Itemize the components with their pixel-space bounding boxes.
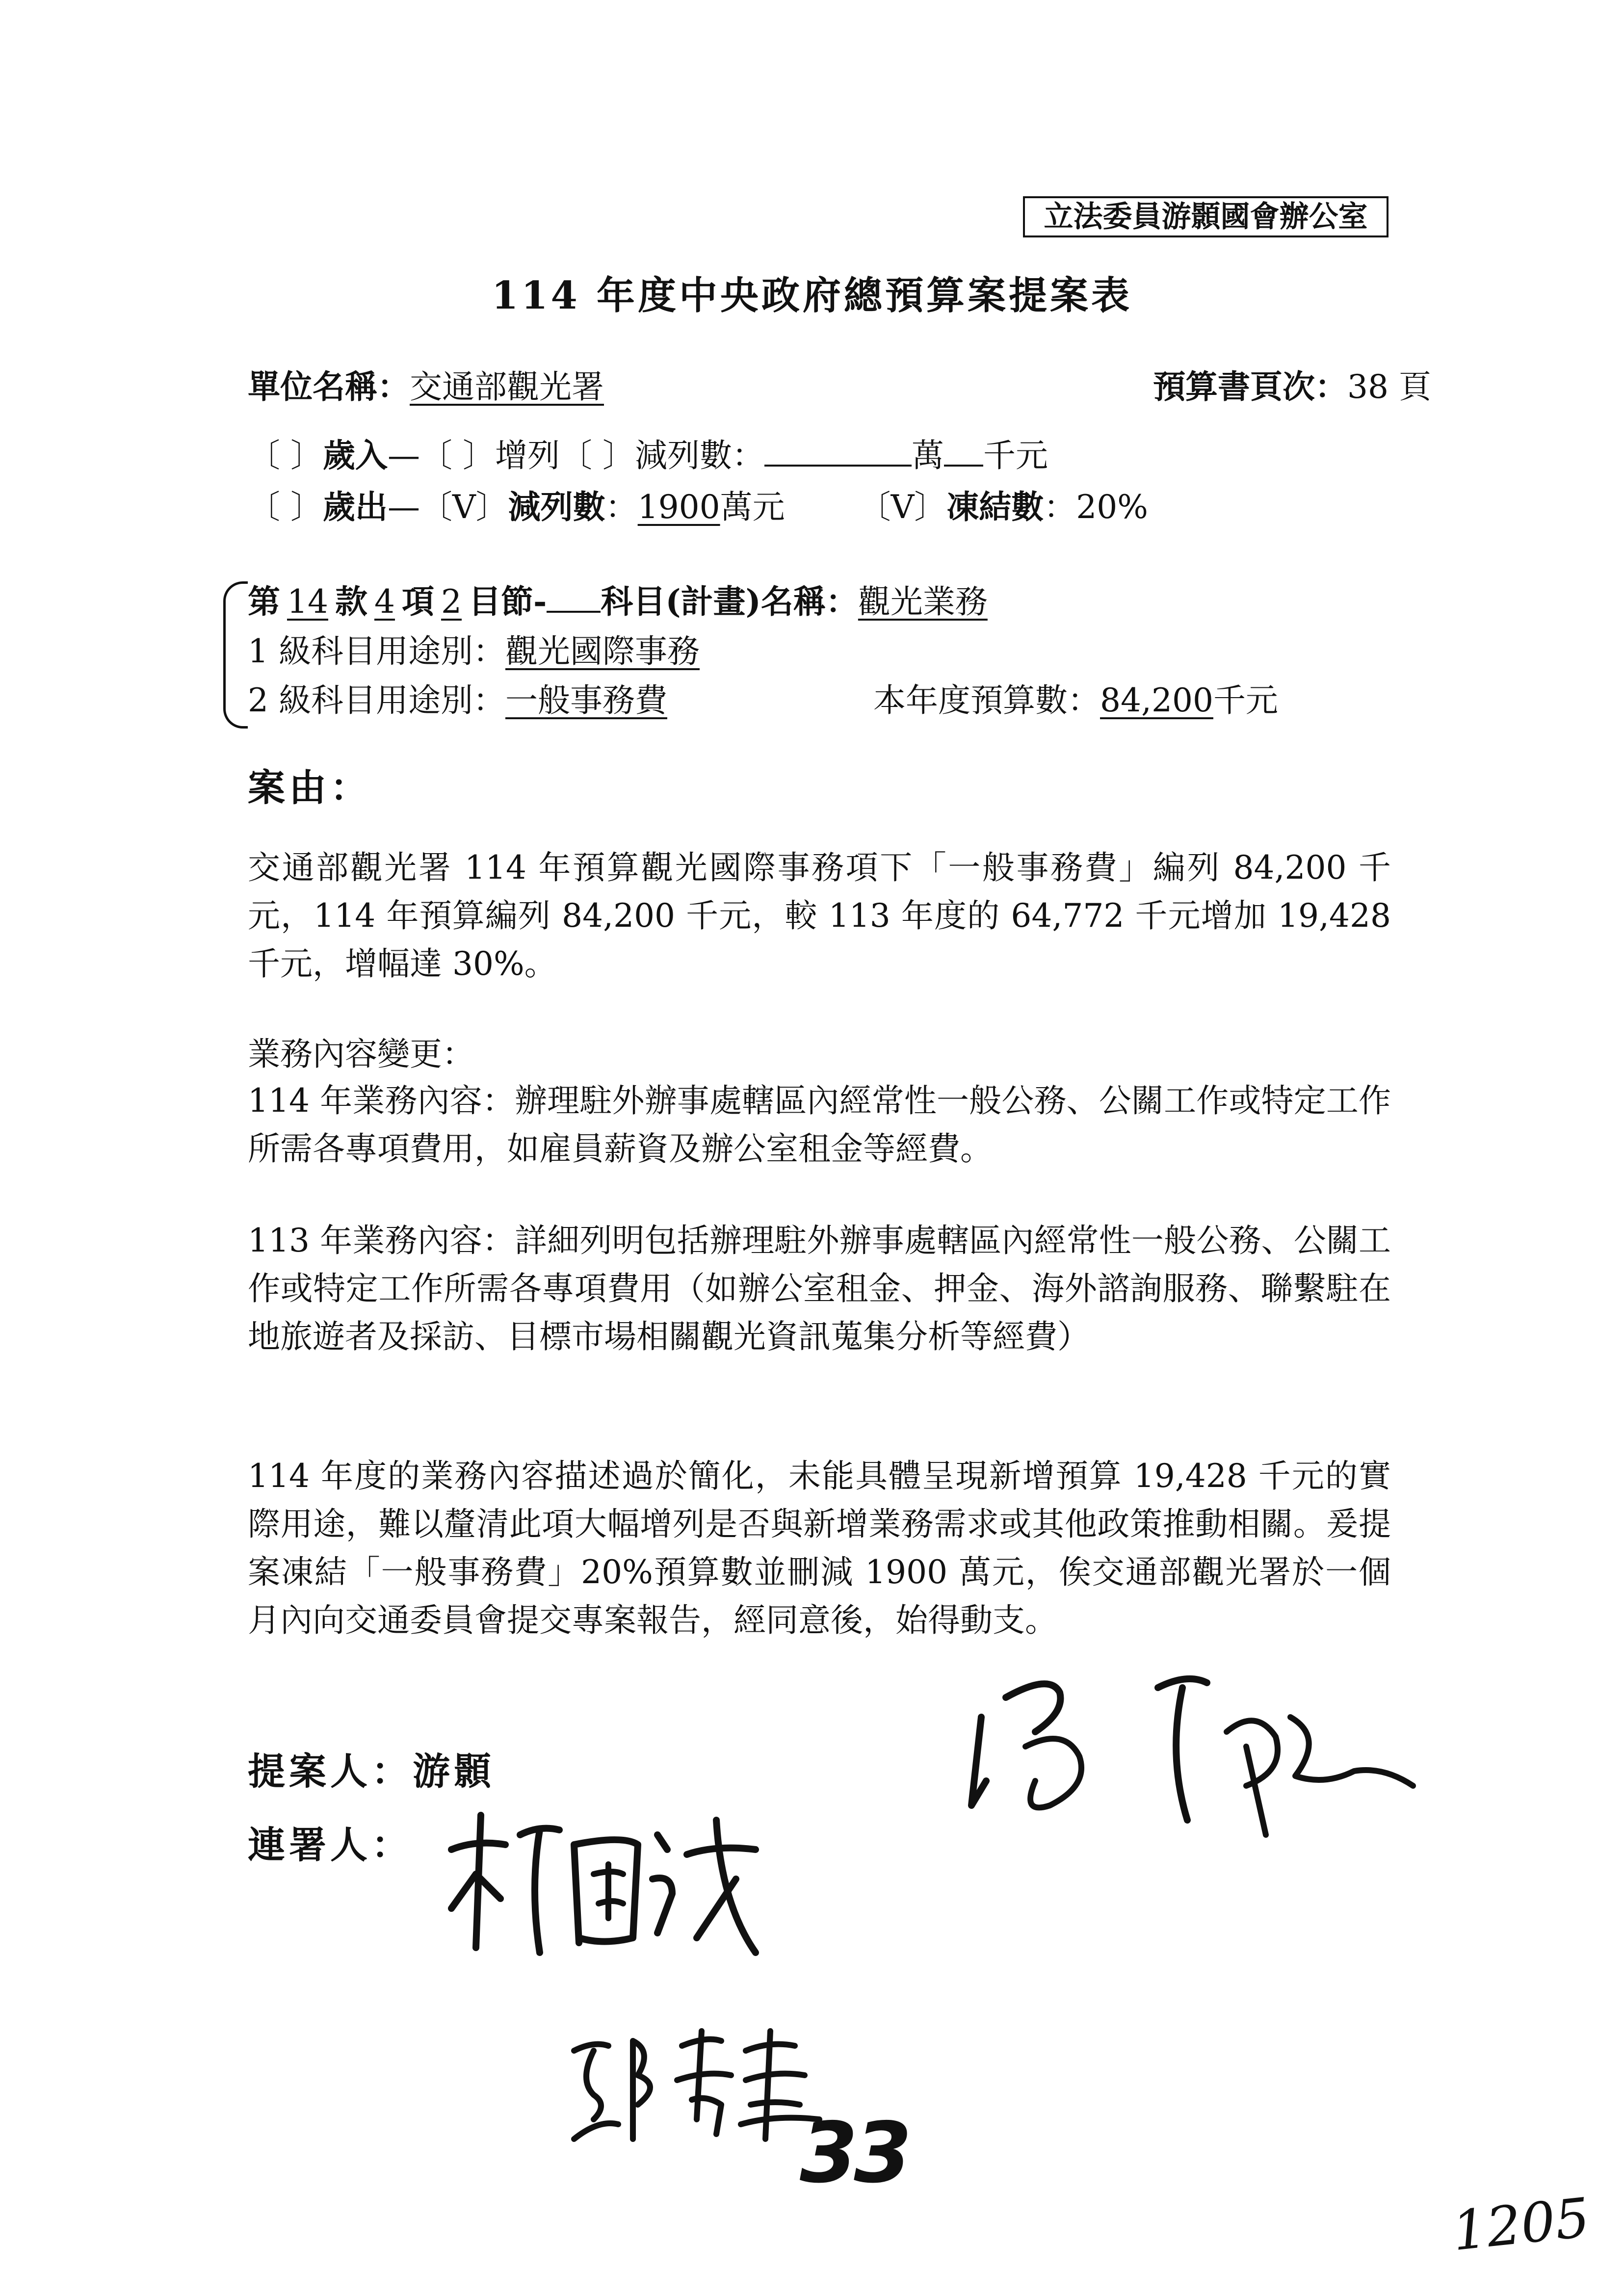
office-label: 立法委員游顥國會辦公室 [1023,196,1388,237]
paragraph-text: 業務內容變更： [248,1035,474,1073]
expenditure-cut-label: 減列數 [508,488,605,526]
current-budget-label: 本年度預算數： [873,681,1100,719]
revenue-amount-blank [764,435,912,467]
level1-row [248,628,700,675]
jie-label: 節- [500,582,547,621]
mu-value: 2 [441,583,462,621]
revenue-row [248,432,1048,479]
expenditure-checkbox: 〔 〕 [248,488,323,526]
expenditure-row [248,483,1148,531]
page-ref-row [1153,363,1431,411]
revenue-unit-qian: 千元 [983,437,1048,474]
unit-label: 單位名稱： [248,367,410,406]
level2-value: 一般事務費 [505,681,667,719]
signature-top-right [952,1658,1433,1854]
mu-suffix: 目 [468,582,501,621]
revenue-label: 歲入 [322,436,388,474]
level1-label: 1 級科目用途別： [248,632,505,670]
subject-name-value: 觀光業務 [858,583,988,621]
kuan-label: 第 [248,582,280,621]
colon: ： [605,488,638,526]
freeze-label: 凍結數 [946,488,1044,526]
xiang-label: 款 [335,582,367,621]
page-ref-value: 38 頁 [1347,368,1431,406]
paragraph-text: 113 年業務內容：詳細列明包括辦理駐外辦事處轄區內經常性一般公務、公關工作或特定工作所需各專項費用（如辦公室租金、押金、海外諮詢服務、聯繫駐在地旅遊者及採訪、目標市場相關觀光資訊蒐集分析等經費） [248,1222,1391,1356]
kuan-value: 14 [287,583,328,621]
paragraph-text: 114 年業務內容：辦理駐外辦事處轄區內經常性一般公務、公關工作或特定工作所需各專項費用，如雇員薪資及辦公室租金等經費。 [248,1082,1391,1168]
current-budget-value: 84,200 [1100,681,1213,719]
signature-cosigner-1 [442,1805,765,1962]
revenue-options: —〔 〕增列〔 〕減列數： [387,437,764,474]
page-ref-label: 預算書頁次： [1153,367,1347,406]
unit-row [248,363,604,411]
expenditure-cut-box: —〔V〕 [387,488,508,526]
mu-label: 項 [401,582,434,621]
current-budget-unit: 千元 [1213,681,1278,719]
level2-row [248,677,707,724]
expenditure-cut-unit: 萬元 [720,488,785,526]
paragraph-text: 114 年度的業務內容描述過於簡化，未能具體呈現新增預算 19,428 千元的實際用途，難以釐清此項大幅增列是否與新增業務需求或其他政策推動相關。爰提案凍結「一般事務費」20%預算數並刪減 1900 萬元，俟交通部觀光署於一個月內向交通委員會提交專案報告，經同意後，始得動支。 [248,1457,1391,1639]
freeze-value: ：20% [1044,488,1148,526]
paragraph-3 [248,1077,1391,1173]
subject-name-label: 科目(計畫)名稱： [601,582,858,621]
cosigners-label: 連署人： [248,1823,413,1867]
current-budget-row [873,677,1278,724]
paragraph-2 [248,1030,1391,1078]
level2-label: 2 級科目用途別： [248,681,505,719]
proposer-name: 游顥 [413,1749,495,1793]
revenue-qian-blank [944,435,983,467]
xiang-value: 4 [374,583,395,621]
handwritten-page-number: 33 [800,2105,908,2202]
page-title: 114 年度中央政府總預算案提案表 [492,273,1132,318]
expenditure-cut-value: 1900 [637,488,720,526]
paragraph-5 [248,1452,1391,1644]
freeze-box: 〔V〕 [858,488,947,526]
paragraph-text: 交通部觀光署 114 年預算觀光國際事務項下「一般事務費」編列 84,200 千元，114 年預算編列 84,200 千元，較 113 年度的 64,772 千元增加 19,428 千元，增幅達 30%。 [248,849,1391,983]
subject-brace [223,581,248,729]
paragraph-4 [248,1217,1391,1361]
signature-cosigner-2 [564,2021,839,2149]
revenue-checkbox: 〔 〕 [248,437,323,474]
revenue-unit-wan: 萬 [911,437,944,474]
expenditure-label: 歲出 [322,488,388,526]
reason-heading: 案由： [248,766,371,809]
jie-blank [547,581,601,613]
proposer-label: 提案人： [248,1749,413,1793]
unit-value: 交通部觀光署 [410,368,604,406]
paragraph-1 [248,844,1391,988]
handwritten-corner-number: 1205 [1449,2186,1593,2263]
level1-value: 觀光國際事務 [505,632,700,670]
subject-row [248,578,988,626]
proposer-row [248,1742,495,1795]
